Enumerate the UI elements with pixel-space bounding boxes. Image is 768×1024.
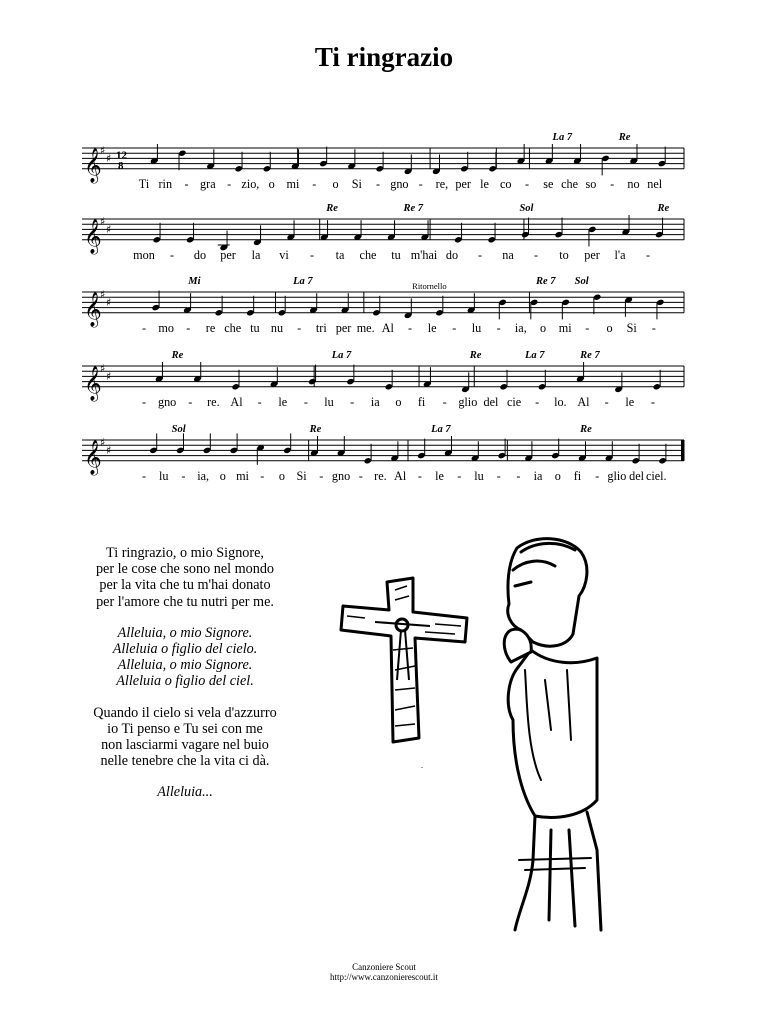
time-sig-top: 12 xyxy=(116,149,127,162)
lyric-syllable: - xyxy=(169,247,175,262)
lyric-syllable: - xyxy=(407,320,413,335)
lyric-syllable: - xyxy=(442,394,447,409)
lyric-syllable: le xyxy=(625,394,635,409)
lyric-syllable: cie xyxy=(506,394,522,409)
lyric-syllable: o xyxy=(606,320,613,335)
lyric-syllable: - xyxy=(376,176,381,191)
lyric-syllable: - xyxy=(496,320,501,335)
lyric-line: Ti ringrazio, o mio Signore, xyxy=(106,545,264,561)
lyric-syllable: mi xyxy=(558,320,572,335)
chord-symbol: Re xyxy=(580,424,592,435)
lyric-syllable: ia, xyxy=(514,320,527,335)
lyric-syllable: - xyxy=(350,394,355,409)
chord-symbol: La 7 xyxy=(431,424,451,435)
final-bar xyxy=(681,440,684,461)
lyric-syllable: lu xyxy=(474,468,484,483)
lyric-syllable: co xyxy=(500,176,512,191)
lyric-syllable: o xyxy=(332,176,339,191)
chord-symbol: Re xyxy=(657,203,670,214)
lyric-syllable: Ti xyxy=(138,176,150,191)
lyric-syllable: per xyxy=(455,176,471,191)
lyric-syllable: - xyxy=(645,247,651,262)
chord-symbol: La 7 xyxy=(524,350,545,361)
lyric-syllable: me. xyxy=(356,320,375,335)
lyric-syllable: nel xyxy=(647,176,663,191)
chord-symbol: Re xyxy=(326,203,338,214)
lyric-syllable: - xyxy=(585,320,590,335)
lyrics-block xyxy=(0,545,370,816)
lyric-syllable: re. xyxy=(374,468,387,483)
praying-boy-illustration xyxy=(335,530,615,940)
lyric-syllable: del xyxy=(629,468,645,483)
speck: . xyxy=(421,761,423,770)
lyric-syllable: - xyxy=(452,320,457,335)
chord-symbol: Re 7 xyxy=(403,203,424,214)
lyric-syllable: - xyxy=(477,247,483,262)
closing-line: Alleluia... xyxy=(157,784,213,801)
lyric-syllable: re, xyxy=(435,176,449,191)
chord-symbol: La 7 xyxy=(293,276,313,287)
lyric-syllable: - xyxy=(417,468,422,483)
lyric-syllable: - xyxy=(227,176,232,191)
lyric-line: per la vita che tu m'hai donato xyxy=(99,577,271,594)
lyric-syllable: Al xyxy=(230,394,243,409)
lyric-syllable: ciel. xyxy=(645,468,667,483)
footer-url: http://www.canzonierescout.it xyxy=(330,972,438,982)
lyric-syllable: glio xyxy=(607,468,627,483)
treble-clef: 𝄞 xyxy=(84,218,102,254)
sharp-c: ♯ xyxy=(106,152,112,166)
lyric-syllable: Al xyxy=(381,320,394,335)
sharp-f: ♯ xyxy=(100,144,106,158)
lyric-syllable: - xyxy=(309,247,315,262)
chord-symbol: La 7 xyxy=(552,132,573,143)
lyric-syllable: lo. xyxy=(554,394,567,409)
lyric-syllable: le xyxy=(278,394,288,409)
lyric-syllable: ia xyxy=(370,394,380,409)
time-sig-bottom: 8 xyxy=(118,159,124,172)
lyric-syllable: - xyxy=(533,247,539,262)
lyric-syllable: rin xyxy=(158,176,173,191)
lyric-syllable: glio xyxy=(458,394,478,409)
chord-symbol: Re 7 xyxy=(536,276,556,287)
lyric-syllable: re. xyxy=(207,394,220,409)
lyric-syllable: do xyxy=(445,247,459,262)
lyric-syllable: o xyxy=(539,320,547,335)
song-title: Ti ringrazio xyxy=(314,42,454,72)
sharp-c: ♯ xyxy=(106,370,112,384)
lyric-line: Alleluia, o mio Signore. xyxy=(117,624,253,641)
lyric-syllable: - xyxy=(186,320,191,335)
lyric-syllable: Si xyxy=(351,176,362,191)
chord-symbol: Mi xyxy=(188,276,201,287)
lyric-syllable: Al xyxy=(577,394,590,409)
lyric-syllable: o xyxy=(554,468,561,483)
lyric-syllable: ia xyxy=(533,468,543,483)
lyric-syllable: o xyxy=(268,176,275,191)
lyric-syllable: ta xyxy=(335,247,345,262)
lyric-syllable: - xyxy=(418,176,423,191)
lyric-syllable: per xyxy=(220,247,236,262)
sharp-f: ♯ xyxy=(100,288,106,302)
lyric-syllable: - xyxy=(141,394,147,409)
lyric-syllable: Si xyxy=(626,320,637,335)
lyric-syllable: nu xyxy=(270,320,284,335)
chord-symbol: Re xyxy=(171,350,184,361)
lyric-syllable: - xyxy=(181,468,186,483)
sharp-f: ♯ xyxy=(100,362,106,376)
chord-symbol: Sol xyxy=(171,424,186,435)
lyric-syllable: - xyxy=(516,468,521,483)
lyric-syllable: che xyxy=(359,247,377,262)
lyric-syllable: - xyxy=(257,394,262,409)
lyric-syllable: o xyxy=(395,394,402,409)
sharp-c: ♯ xyxy=(106,444,112,458)
lyric-syllable: la xyxy=(251,247,261,262)
lyric-syllable: - xyxy=(319,468,324,483)
boy-figure xyxy=(504,539,601,930)
lyric-syllable: tri xyxy=(315,320,327,335)
lyric-syllable: mi xyxy=(236,468,249,483)
lyric-syllable: vi xyxy=(279,247,289,262)
lyric-syllable: - xyxy=(610,176,615,191)
lyric-syllable: gno xyxy=(331,468,351,483)
lyric-syllable: - xyxy=(297,320,302,335)
lyric-syllable: le xyxy=(480,176,489,191)
footer xyxy=(0,962,768,982)
lyric-syllable: Si xyxy=(296,468,307,483)
lyric-syllable: Al xyxy=(394,468,407,483)
lyric-syllable: lu xyxy=(158,468,169,483)
lyric-line: io Ti penso e Tu sei con me xyxy=(107,720,263,737)
lyric-line: Alleluia, o mio Signore. xyxy=(117,657,253,674)
footer-title: Canzoniere Scout xyxy=(352,962,416,972)
lyric-syllable: che xyxy=(224,320,242,335)
verse-1 xyxy=(0,545,370,610)
chorus xyxy=(0,625,370,690)
lyric-syllable: re xyxy=(205,320,216,335)
lyric-syllable: tu xyxy=(250,320,260,335)
lyric-syllable: lu xyxy=(471,320,482,335)
ritornello-marking: Ritornello xyxy=(412,281,447,291)
verse-2 xyxy=(0,705,370,770)
lyric-syllable: - xyxy=(358,468,363,483)
treble-clef: 𝄞 xyxy=(84,439,102,475)
sharp-f: ♯ xyxy=(100,215,106,229)
lyric-syllable: - xyxy=(312,176,317,191)
lyric-syllable: - xyxy=(457,468,462,483)
sheet-music xyxy=(0,120,768,510)
lyric-syllable: se xyxy=(543,176,554,191)
lyric-syllable: - xyxy=(595,468,600,483)
lyric-syllable: gno xyxy=(390,176,409,191)
chord-symbol: Sol xyxy=(519,203,534,214)
lyric-syllable: le xyxy=(435,468,444,483)
chord-symbol: Re xyxy=(469,350,482,361)
lyric-syllable: per xyxy=(335,320,352,335)
lyric-line: nelle tenebre che la vita ci dà. xyxy=(100,753,270,770)
chord-symbol: Re xyxy=(309,424,322,435)
lyric-syllable: zio, xyxy=(241,176,260,191)
chord-symbol: La 7 xyxy=(331,350,352,361)
chord-symbol: Re xyxy=(618,132,631,143)
lyric-line: non lasciarmi vagare nel buio xyxy=(101,737,269,754)
lyric-syllable: del xyxy=(483,394,499,409)
lyric-line: per l'amore che tu nutri per me. xyxy=(96,593,274,610)
lyric-line: per le cose che sono nel mondo xyxy=(95,561,275,578)
cross-illustration xyxy=(341,578,467,742)
lyric-syllable: mi xyxy=(286,176,300,191)
lyric-syllable: o xyxy=(278,468,285,483)
lyric-syllable: - xyxy=(184,176,189,191)
lyric-syllable: gno xyxy=(157,394,177,409)
lyric-syllable: na xyxy=(502,247,514,262)
sharp-c: ♯ xyxy=(106,296,112,310)
lyric-syllable: ia, xyxy=(197,468,210,483)
lyric-syllable: - xyxy=(260,468,265,483)
lyric-syllable: tu xyxy=(391,247,401,262)
lyric-syllable: mon xyxy=(133,247,155,262)
lyric-syllable: o xyxy=(219,468,226,483)
lyric-syllable: fi xyxy=(573,468,582,483)
lyric-syllable: - xyxy=(141,320,147,335)
lyric-line: Quando il cielo si vela d'azzurro xyxy=(93,704,277,721)
lyric-syllable: - xyxy=(496,468,501,483)
lyric-syllable: fi xyxy=(417,394,426,409)
sharp-f: ♯ xyxy=(100,436,106,450)
treble-clef: 𝄞 xyxy=(84,291,102,327)
lyric-syllable: no xyxy=(627,176,640,191)
lyric-syllable: - xyxy=(188,394,193,409)
lyric-syllable: - xyxy=(141,468,147,483)
lyric-syllable: so xyxy=(585,176,597,191)
lyric-syllable: - xyxy=(535,394,540,409)
lyric-line: Alleluia o figlio del cielo. xyxy=(112,641,258,658)
lyric-syllable: lu xyxy=(324,394,334,409)
sharp-c: ♯ xyxy=(106,223,112,237)
lyric-syllable: m'hai xyxy=(410,247,438,262)
lyric-syllable: l'a xyxy=(614,247,626,262)
lyric-syllable: do xyxy=(193,247,207,262)
lyric-syllable: - xyxy=(525,176,530,191)
lyric-syllable: gra xyxy=(200,176,216,191)
lyric-syllable: che xyxy=(561,176,579,191)
lyric-syllable: - xyxy=(604,394,609,409)
lyric-syllable: - xyxy=(650,394,655,409)
treble-clef: 𝄞 xyxy=(84,365,102,401)
chord-symbol: Sol xyxy=(574,276,589,287)
lyric-syllable: per xyxy=(584,247,600,262)
lyric-syllable: to xyxy=(559,247,569,262)
lyric-syllable: le xyxy=(427,320,437,335)
lyric-line: Alleluia o figlio del ciel. xyxy=(116,673,254,690)
chord-symbol: Re 7 xyxy=(580,350,600,361)
lyric-syllable: mo xyxy=(158,320,174,335)
lyric-syllable: - xyxy=(303,394,308,409)
lyric-syllable: - xyxy=(651,320,656,335)
treble-clef: 𝄞 xyxy=(84,147,102,183)
